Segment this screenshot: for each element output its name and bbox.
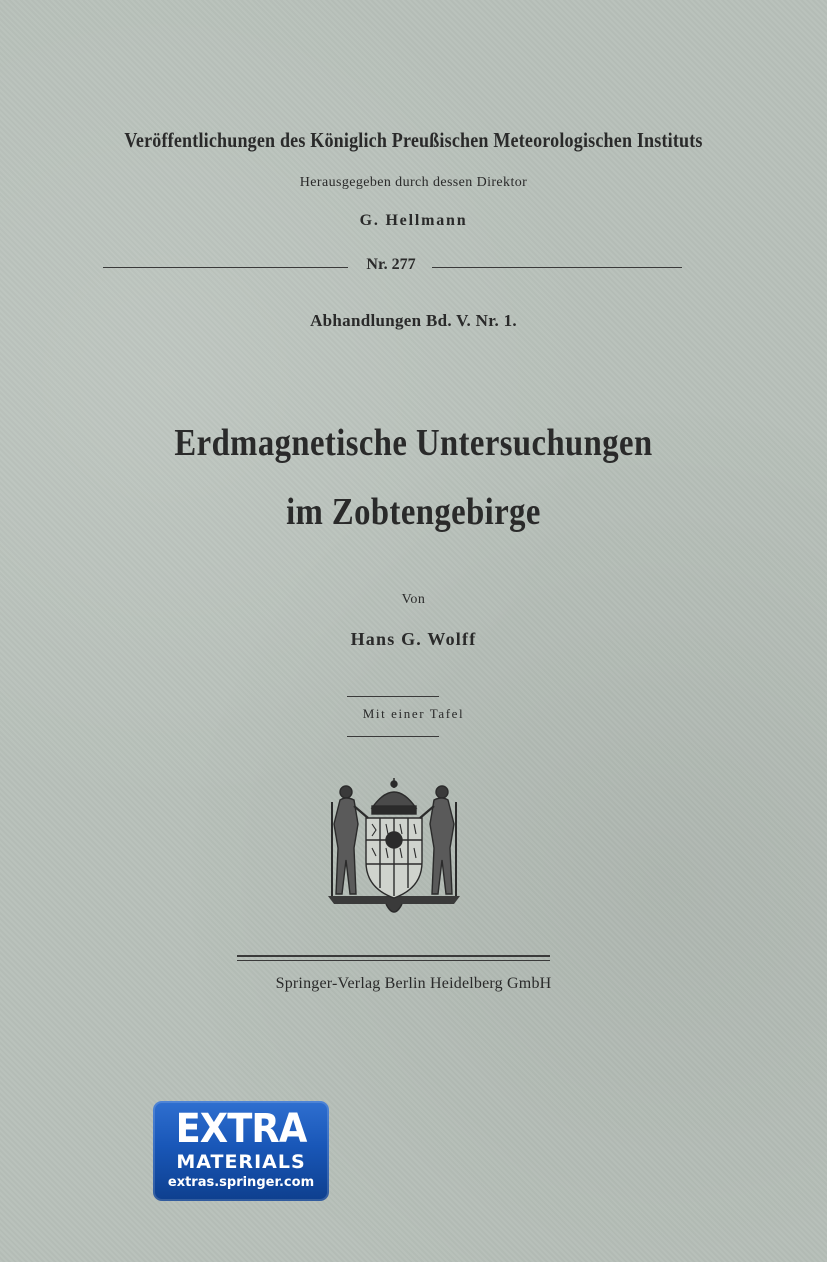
editor-line: Herausgegeben durch dessen Direktor xyxy=(299,175,528,190)
publisher-name: Springer-Verlag Berlin Heidelberg GmbH xyxy=(275,975,552,992)
badge-materials-word: MATERIALS xyxy=(176,1151,306,1173)
extra-materials-badge[interactable] xyxy=(153,1101,329,1201)
number-rule-right xyxy=(432,267,682,268)
by-label: Von xyxy=(401,592,426,607)
director-name: G. Hellmann xyxy=(359,212,468,229)
supplement-rule-bottom xyxy=(347,736,439,737)
publisher-rule-bottom xyxy=(237,960,550,961)
coat-of-arms-icon xyxy=(322,778,466,920)
series-number: Nr. 277 xyxy=(366,256,416,273)
supplement-note: Mit einer Tafel xyxy=(362,706,465,721)
publisher-rule-top xyxy=(237,955,550,957)
number-rule-left xyxy=(103,267,348,268)
series-title: Veröffentlichungen des Königlich Preußischen Meteorologischen Instituts xyxy=(124,128,703,152)
book-title-line2: im Zobtengebirge xyxy=(286,491,541,533)
book-title-line1: Erdmagnetische Untersuchungen xyxy=(174,422,653,464)
badge-extra-word: EXTRA xyxy=(175,1106,307,1152)
author-name: Hans G. Wolff xyxy=(350,629,477,649)
supplement-rule-top xyxy=(347,696,439,697)
badge-url: extras.springer.com xyxy=(167,1175,315,1190)
abhandlungen-line: Abhandlungen Bd. V. Nr. 1. xyxy=(310,311,517,330)
